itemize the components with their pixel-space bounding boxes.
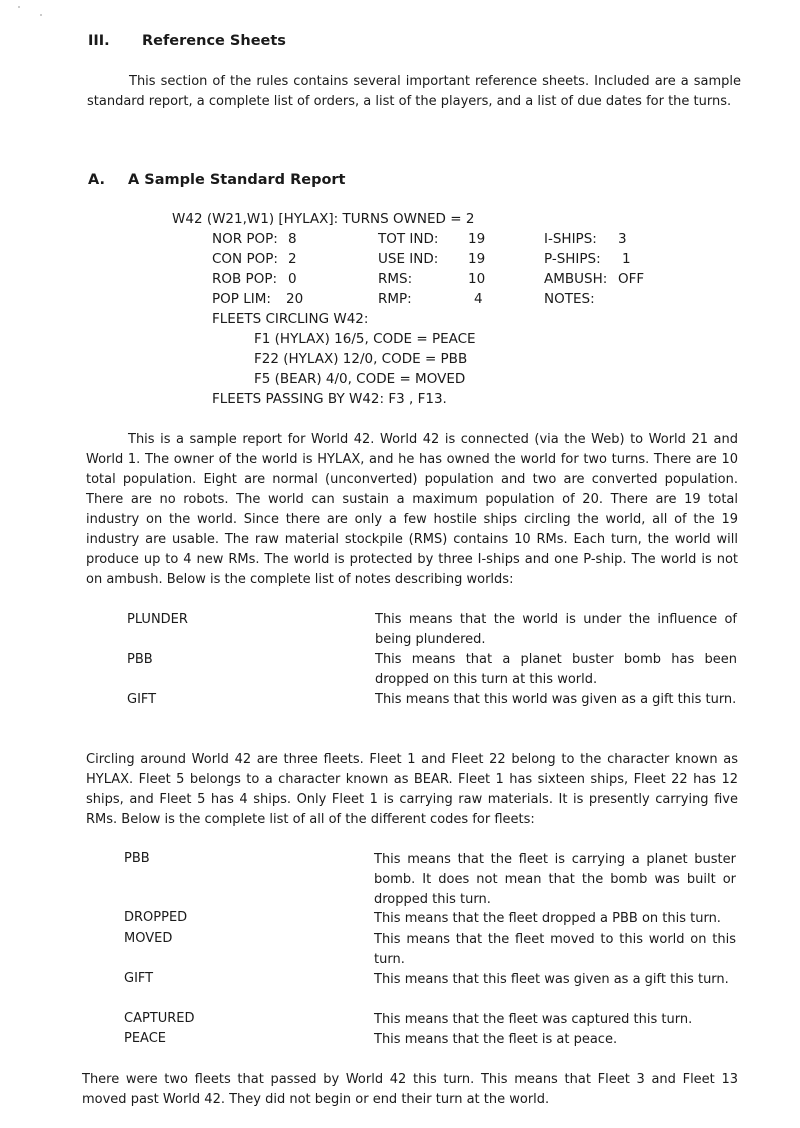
fleets-circling-label: FLEETS CIRCLING W42:: [212, 311, 369, 327]
fleets-explanation-text: Circling around World 42 are three fleets. Fleet 1 and Fleet 22 belong to the character known as HYLAX. Fleet 5 belongs to a character known as BEAR. Fleet 1 has sixteen ships, Fleet 22 has 12 ships, and Fleet 5 has 4 ships. Only Fleet 1 is carrying raw materials. It is presently carrying five RMs. Below is the complete list of all of the different codes for fleets:: [86, 752, 738, 827]
report-label: RMS:: [378, 271, 413, 287]
report-value: 3: [618, 231, 627, 247]
code-term: GIFT: [124, 971, 154, 986]
fleet-line: F5 (BEAR) 4/0, CODE = MOVED: [254, 371, 466, 387]
code-term: PEACE: [124, 1031, 167, 1046]
note-term: PLUNDER: [127, 612, 188, 627]
scan-speck: [18, 6, 20, 8]
fleet-line: F1 (HYLAX) 16/5, CODE = PEACE: [254, 331, 476, 347]
section-number: III.: [88, 33, 110, 49]
subsection-letter: A.: [88, 172, 105, 188]
report-label: ROB POP:: [212, 271, 278, 287]
report-label: NOR POP:: [212, 231, 278, 247]
report-label: RMP:: [378, 291, 412, 307]
report-value: 19: [468, 231, 486, 247]
report-label: I-SHIPS:: [544, 231, 597, 247]
report-label: POP LIM:: [212, 291, 271, 307]
report-explanation: [86, 430, 738, 590]
note-description: This means that the world is under the influence of being plundered.: [375, 612, 737, 647]
report-value: 4: [474, 291, 483, 307]
note-description: This means that a planet buster bomb has been dropped on this turn at this world.: [375, 652, 737, 687]
fleets-passing-line: FLEETS PASSING BY W42: F3 , F13.: [212, 391, 447, 407]
code-description: This means that the fleet is carrying a planet buster bomb. It does not mean that the bomb was built or dropped this turn.: [374, 852, 736, 907]
scan-speck: [40, 14, 42, 16]
report-value: 0: [288, 271, 297, 287]
code-description: This means that this fleet was given as a gift this turn.: [374, 972, 729, 987]
subsection-title: A Sample Standard Report: [128, 172, 346, 188]
report-header: W42 (W21,W1) [HYLAX]: TURNS OWNED = 2: [172, 211, 475, 227]
note-term: GIFT: [127, 692, 157, 707]
report-value: 19: [468, 251, 486, 267]
report-label: CON POP:: [212, 251, 278, 267]
passing-explanation: [82, 1070, 738, 1110]
note-term: PBB: [127, 652, 153, 667]
code-term: DROPPED: [124, 910, 188, 925]
report-label: P-SHIPS:: [544, 251, 601, 267]
report-label: TOT IND:: [378, 231, 439, 247]
intro-text: This section of the rules contains several important reference sheets. Included are a sample standard report, a complete list of orders, a list of the players, and a list of due dates for the turns.: [87, 74, 741, 109]
code-term: MOVED: [124, 931, 173, 946]
code-description: This means that the fleet dropped a PBB on this turn.: [374, 911, 721, 926]
report-value: OFF: [618, 271, 645, 287]
report-value: 10: [468, 271, 486, 287]
code-description: This means that the fleet moved to this world on this turn.: [374, 932, 736, 967]
fleets-explanation: [86, 750, 738, 830]
report-value: 1: [622, 251, 631, 267]
passing-explanation-text: There were two fleets that passed by World 42 this turn. This means that Fleet 3 and Fleet 13 moved past World 42. They did not begin or end their turn at the world.: [82, 1072, 738, 1107]
note-description: This means that this world was given as a gift this turn.: [375, 692, 737, 707]
report-value: 2: [288, 251, 297, 267]
code-description: This means that the fleet is at peace.: [374, 1032, 618, 1047]
intro-paragraph: [87, 72, 741, 112]
code-term: PBB: [124, 851, 150, 866]
report-label: NOTES:: [544, 291, 595, 307]
report-value: 8: [288, 231, 297, 247]
fleet-line: F22 (HYLAX) 12/0, CODE = PBB: [254, 351, 468, 367]
report-value: 20: [286, 291, 304, 307]
code-term: CAPTURED: [124, 1011, 195, 1026]
report-explanation-text: This is a sample report for World 42. World 42 is connected (via the Web) to World 21 and World 1. The owner of the world is HYLAX, and he has owned the world for two turns. There are 10 total population. Eight are normal (unconverted) population and two are converted population. There are no robots. The world can sustain a maximum population of 20. There are 19 total industry on the world. Since there are only a few hostile ships circling the world, all of the 19 industry are usable. The raw material stockpile (RMS) contains 10 RMs. Each turn, the world will produce up to 4 new RMs. The world is protected by three I-ships and one P-ship. The world is not on ambush. Below is the complete list of notes describing worlds:: [86, 432, 738, 587]
code-description: This means that the fleet was captured this turn.: [374, 1012, 693, 1027]
report-label: USE IND:: [378, 251, 439, 267]
section-title: Reference Sheets: [142, 33, 286, 49]
report-label: AMBUSH:: [544, 271, 608, 287]
